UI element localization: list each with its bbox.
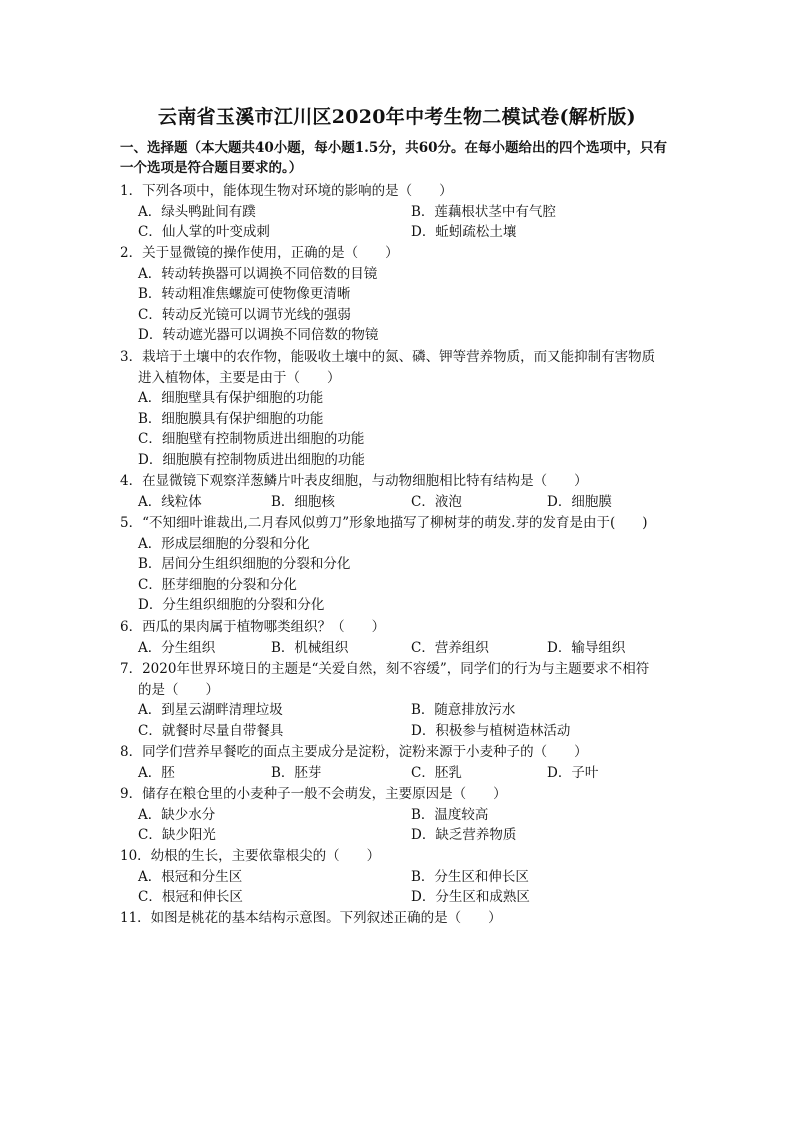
question-text: 2．关于显微镜的操作使用，正确的是（ ）: [120, 245, 399, 261]
section-heading: 一、选择题（本大题共40小题，每小题1.5分，共60分。在每小题给出的四个选项中，只有一个选项是符合题目要求的。）: [120, 140, 668, 176]
option-d: D．输导组织: [547, 639, 626, 656]
option-c: C．缺少阳光: [138, 827, 216, 843]
option-b: B．居间分生组织细胞的分裂和分化: [138, 556, 351, 572]
option-d: D．子叶: [547, 764, 599, 781]
question-3: [120, 347, 680, 470]
option-a: A．分生组织: [138, 639, 216, 656]
option-b: B．细胞核: [271, 493, 335, 510]
option-d: D．分生组织细胞的分裂和分化: [138, 597, 325, 613]
option-a: A．绿头鸭趾间有蹼: [138, 203, 256, 220]
option-d: D．缺乏营养物质: [411, 827, 517, 843]
question-2: [120, 243, 680, 346]
question-6: [120, 617, 680, 658]
option-d: D．转动遮光器可以调换不同倍数的物镜: [138, 327, 379, 343]
option-c: C．仙人掌的叶变成刺: [138, 224, 270, 240]
option-a: A．线粒体: [138, 493, 202, 510]
option-c: C．胚乳: [411, 764, 462, 781]
page-title: 云南省玉溪市江川区2020年中考生物二模试卷(解析版): [158, 106, 636, 128]
option-c: C．胚芽细胞的分裂和分化: [138, 576, 297, 593]
option-a: A．转动转换器可以调换不同倍数的目镜: [138, 265, 378, 282]
option-b: B．温度较高: [411, 806, 489, 823]
option-c: C．转动反光镜可以调节光线的强弱: [138, 306, 351, 323]
option-a: A．胚: [138, 764, 175, 781]
option-b: B．机械组织: [271, 639, 349, 656]
question-text: 9．储存在粮仓里的小麦种子一般不会萌发，主要原因是（ ）: [120, 786, 507, 802]
question-text: 8．同学们营养早餐吃的面点主要成分是淀粉，淀粉来源于小麦种子的（ ）: [120, 744, 588, 760]
option-c: C．营养组织: [411, 639, 489, 656]
question-text: 3．栽培于土壤中的农作物，能吸收土壤中的氮、磷、钾等营养物质，而又能抑制有害物质: [120, 349, 656, 365]
option-a: A．缺少水分: [138, 806, 216, 823]
question-text: 6．西瓜的果肉属于植物哪类组织？（ ）: [120, 619, 386, 635]
option-c: C．根冠和伸长区: [138, 889, 243, 905]
question-11: [120, 908, 680, 929]
option-b: B．细胞膜具有保护细胞的功能: [138, 410, 324, 427]
option-b: B．胚芽: [271, 764, 322, 781]
option-c: C．细胞壁有控制物质进出细胞的功能: [138, 431, 365, 447]
question-4: [120, 471, 680, 512]
question-10: [120, 846, 680, 908]
question-9: [120, 784, 680, 846]
option-b: B．随意排放污水: [411, 702, 516, 718]
option-c: C．就餐时尽量自带餐具: [138, 722, 284, 739]
question-text: 5．“不知细叶谁裁出,二月春风似剪刀”形象地描写了柳树芽的萌发.芽的发育是由于( ): [120, 515, 648, 531]
option-a: A．细胞壁具有保护细胞的功能: [138, 390, 324, 406]
option-d: D．分生区和成熟区: [411, 889, 530, 905]
question-text-continued: 的是（ ）: [138, 681, 219, 698]
question-8: [120, 742, 680, 783]
question-text: 7．2020年世界环境日的主题是“关爱自然，刻不容缓”，同学们的行为与主题要求不相符: [120, 661, 650, 677]
option-c: C．液泡: [411, 493, 462, 510]
option-b: B．分生区和伸长区: [411, 868, 529, 885]
question-5: [120, 513, 680, 616]
question-1: [120, 181, 680, 243]
option-b: B．转动粗准焦螺旋可使物像更清晰: [138, 286, 351, 302]
question-text: 4．在显微镜下观察洋葱鳞片叶表皮细胞，与动物细胞相比特有结构是（ ）: [120, 473, 588, 489]
option-a: A．到星云湖畔清理垃圾: [138, 702, 283, 718]
question-text-continued: 进入植物体，主要是由于（ ）: [138, 369, 341, 386]
option-a: A．根冠和分生区: [138, 868, 243, 885]
question-text: 10．幼根的生长，主要依靠根尖的（ ）: [120, 848, 381, 864]
option-b: B．莲藕根状茎中有气腔: [411, 203, 556, 220]
question-7: [120, 659, 680, 741]
option-d: D．积极参与植树造林活动: [411, 722, 571, 739]
option-d: D．蚯蚓疏松土壤: [411, 224, 517, 240]
question-text: 1．下列各项中，能体现生物对环境的影响的是（ ）: [120, 183, 453, 199]
option-d: D．细胞膜有控制物质进出细胞的功能: [138, 451, 365, 468]
question-text: 11．如图是桃花的基本结构示意图。下列叙述正确的是（ ）: [120, 910, 502, 926]
option-a: A．形成层细胞的分裂和分化: [138, 535, 310, 552]
option-d: D．细胞膜: [547, 493, 612, 510]
